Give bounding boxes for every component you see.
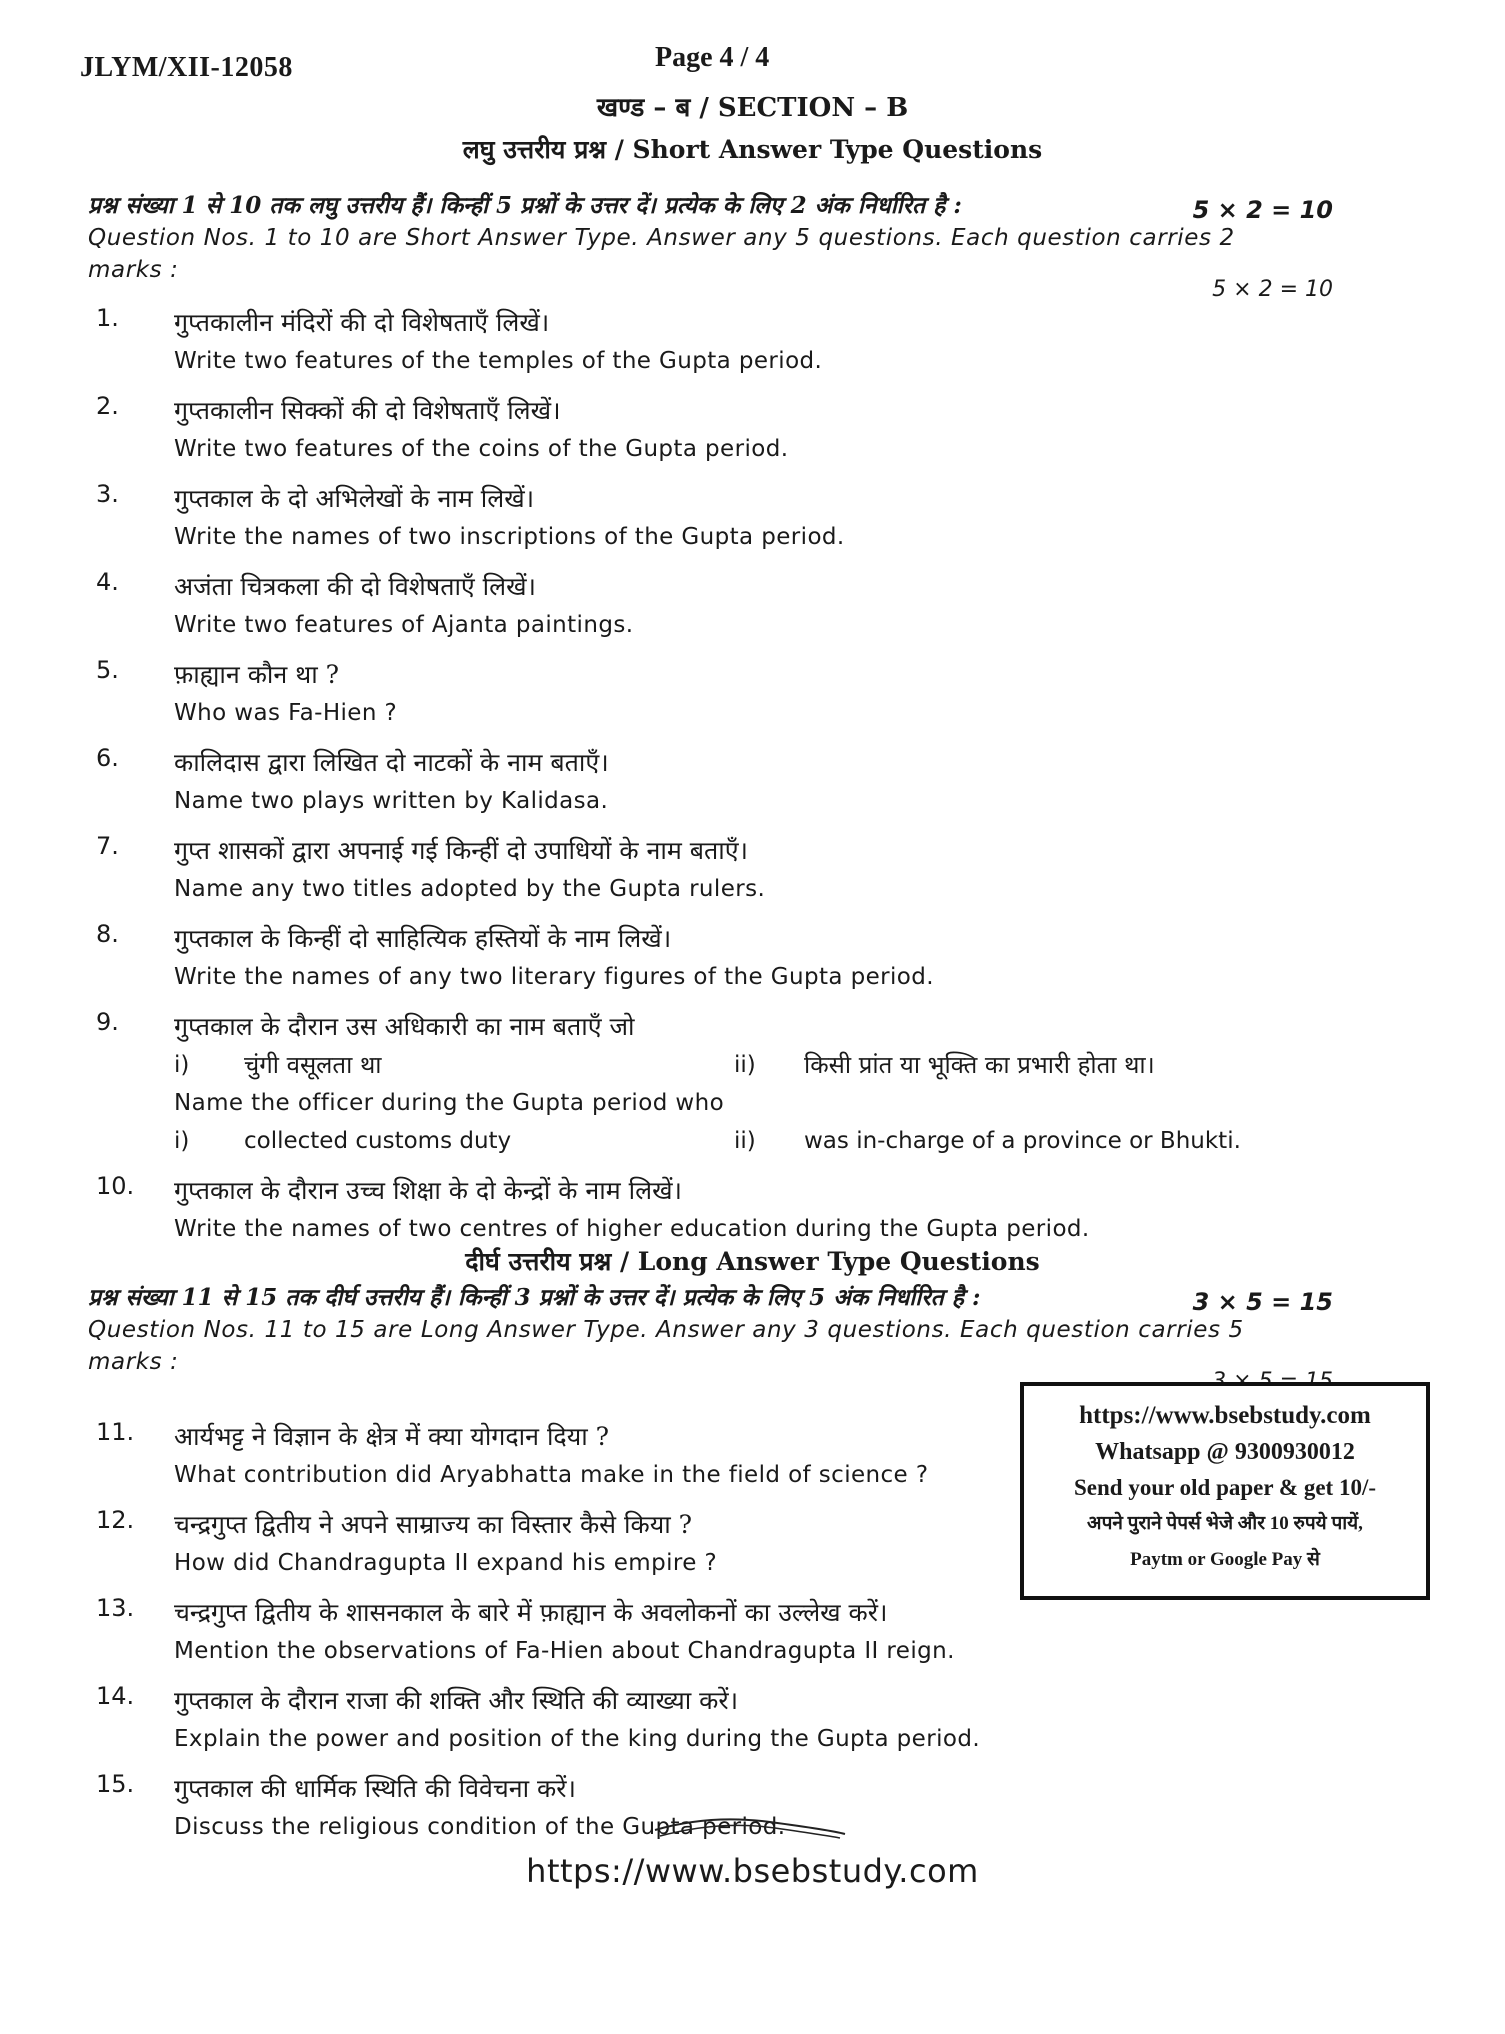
question-number: 1. xyxy=(96,304,119,332)
promo-whatsapp: Whatsapp @ 9300930012 xyxy=(1095,1439,1355,1465)
instruction-hindi: प्रश्न संख्या 11 से 15 तक दीर्घ उत्तरीय हैं। किन्हीं 3 प्रश्नों के उत्तर दें। प्रत्येक के लिए 5 अंक निर्धारित है : xyxy=(88,1284,981,1311)
question-english: What contribution did Aryabhatta make in the field of science ? xyxy=(174,1462,929,1488)
footer-url[interactable]: https://www.bsebstudy.com xyxy=(526,1852,979,1890)
question-number: 12. xyxy=(96,1506,135,1534)
promo-box xyxy=(1020,1382,1430,1600)
instruction-english: Question Nos. 1 to 10 are Short Answer Type. Answer any 5 questions. Each question carries 2 marks : xyxy=(88,225,1235,283)
question-number: 6. xyxy=(96,744,119,772)
question-english: Explain the power and position of the king during the Gupta period. xyxy=(174,1726,981,1752)
marks-total: 5 × 2 = 10 xyxy=(1192,196,1333,224)
question-english: Name the officer during the Gupta period who xyxy=(174,1090,725,1116)
question-english: Write two features of Ajanta paintings. xyxy=(174,612,634,638)
question-hindi: गुप्त शासकों द्वारा अपनाई गई किन्हीं दो उपाधियों के नाम बताएँ। xyxy=(174,836,749,865)
section-subtitle: लघु उत्तरीय प्रश्न / Short Answer Type Questions xyxy=(462,135,1043,164)
question-item xyxy=(96,568,1296,644)
question-number: 4. xyxy=(96,568,119,596)
question-item xyxy=(96,480,1296,556)
long-section-title: दीर्घ उत्तरीय प्रश्न / Long Answer Type Questions xyxy=(465,1247,1040,1276)
question-item xyxy=(96,832,1296,908)
question-english: Name any two titles adopted by the Gupta rulers. xyxy=(174,876,766,902)
question-english: How did Chandragupta II expand his empire ? xyxy=(174,1550,718,1576)
sub-options-english xyxy=(174,1122,1296,1160)
option-text: किसी प्रांत या भूक्ति का प्रभारी होता था। xyxy=(804,1051,1155,1079)
question-hindi: चन्द्रगुप्त द्वितीय के शासनकाल के बारे में फ़ाह्यान के अवलोकनों का उल्लेख करें। xyxy=(174,1598,888,1627)
page-number: Page 4 / 4 xyxy=(655,42,770,73)
question-hindi: गुप्तकाल के दौरान राजा की शक्ति और स्थिति की व्याख्या करें। xyxy=(174,1686,739,1715)
question-english: Name two plays written by Kalidasa. xyxy=(174,788,609,814)
question-item xyxy=(96,1682,1296,1758)
question-english: Write two features of the temples of the Gupta period. xyxy=(174,348,823,374)
sub-options-hindi xyxy=(174,1046,1296,1084)
long-answer-instructions xyxy=(88,1282,1333,1378)
promo-offer: Send your old paper & get 10/- xyxy=(1073,1475,1376,1500)
option-text: collected customs duty xyxy=(244,1128,512,1154)
question-english: Discuss the religious condition of the Gupta period. xyxy=(174,1814,786,1840)
option-text: was in-charge of a province or Bhukti. xyxy=(804,1128,1241,1154)
promo-payment: Paytm or Google Pay से xyxy=(1130,1549,1320,1570)
question-english: Mention the observations of Fa-Hien about Chandragupta II reign. xyxy=(174,1638,955,1664)
question-item-10 xyxy=(96,1172,1296,1248)
squiggle-mark xyxy=(650,1812,850,1842)
question-english: Write the names of any two literary figures of the Gupta period. xyxy=(174,964,934,990)
question-number: 13. xyxy=(96,1594,135,1622)
question-english: Who was Fa-Hien ? xyxy=(174,700,398,726)
question-number: 3. xyxy=(96,480,119,508)
question-item xyxy=(96,1594,1296,1670)
question-item xyxy=(96,744,1296,820)
promo-url[interactable]: https://www.bsebstudy.com xyxy=(1079,1402,1371,1429)
question-number: 14. xyxy=(96,1682,135,1710)
question-number: 11. xyxy=(96,1418,135,1446)
marks-total-english: 5 × 2 = 10 xyxy=(1212,277,1333,302)
question-number: 8. xyxy=(96,920,119,948)
short-question-list xyxy=(96,304,1296,1260)
question-english: Write two features of the coins of the Gupta period. xyxy=(174,436,789,462)
question-hindi: गुप्तकाल की धार्मिक स्थिति की विवेचना करें। xyxy=(174,1774,576,1803)
section-title: खण्ड – ब / SECTION – B xyxy=(596,93,909,123)
question-hindi: कालिदास द्वारा लिखित दो नाटकों के नाम बताएँ। xyxy=(174,748,609,777)
question-hindi: गुप्तकालीन सिक्कों की दो विशेषताएँ लिखें। xyxy=(174,396,561,425)
question-number: 10. xyxy=(96,1172,135,1200)
question-hindi: गुप्तकालीन मंदिरों की दो विशेषताएँ लिखें। xyxy=(174,308,550,337)
question-hindi: चन्द्रगुप्त द्वितीय ने अपने साम्राज्य का विस्तार कैसे किया ? xyxy=(174,1510,693,1539)
option-text: चुंगी वसूलता था xyxy=(244,1051,382,1079)
question-hindi: गुप्तकाल के किन्हीं दो साहित्यिक हस्तियों के नाम लिखें। xyxy=(174,924,672,953)
question-hindi: गुप्तकाल के दौरान उच्च शिक्षा के दो केन्द्रों के नाम लिखें। xyxy=(174,1176,682,1205)
question-hindi: अजंता चित्रकला की दो विशेषताएँ लिखें। xyxy=(174,572,537,601)
question-item-9 xyxy=(96,1008,1296,1160)
instruction-hindi: प्रश्न संख्या 1 से 10 तक लघु उत्तरीय हैं। किन्हीं 5 प्रश्नों के उत्तर दें। प्रत्येक के लिए 2 अंक निर्धारित है : xyxy=(88,192,962,219)
question-english: Write the names of two inscriptions of the Gupta period. xyxy=(174,524,845,550)
question-number: 2. xyxy=(96,392,119,420)
short-answer-instructions xyxy=(88,190,1333,302)
question-english: Write the names of two centres of higher education during the Gupta period. xyxy=(174,1216,1090,1242)
promo-offer-hindi: अपने पुराने पेपर्स भेजे और 10 रुपये पायें, xyxy=(1087,1513,1363,1534)
question-item xyxy=(96,656,1296,732)
instruction-english: Question Nos. 11 to 15 are Long Answer Type. Answer any 3 questions. Each question carries 5 marks : xyxy=(88,1317,1244,1375)
question-item xyxy=(96,304,1296,380)
question-number: 5. xyxy=(96,656,119,684)
option-label: i) xyxy=(174,1128,190,1154)
question-hindi: आर्यभट्ट ने विज्ञान के क्षेत्र में क्या योगदान दिया ? xyxy=(174,1422,610,1451)
question-item xyxy=(96,920,1296,996)
question-number: 15. xyxy=(96,1770,135,1798)
option-label: ii) xyxy=(734,1128,756,1154)
question-hindi: गुप्तकाल के दो अभिलेखों के नाम लिखें। xyxy=(174,484,535,513)
option-label: ii) xyxy=(734,1052,756,1078)
paper-code: JLYM/XII-12058 xyxy=(80,52,293,83)
question-hindi: गुप्तकाल के दौरान उस अधिकारी का नाम बताएँ जो xyxy=(174,1012,635,1041)
marks-total: 3 × 5 = 15 xyxy=(1192,1288,1333,1316)
question-number: 7. xyxy=(96,832,119,860)
option-label: i) xyxy=(174,1052,190,1078)
question-item xyxy=(96,392,1296,468)
question-number: 9. xyxy=(96,1008,119,1036)
question-hindi: फ़ाह्यान कौन था ? xyxy=(174,660,340,689)
